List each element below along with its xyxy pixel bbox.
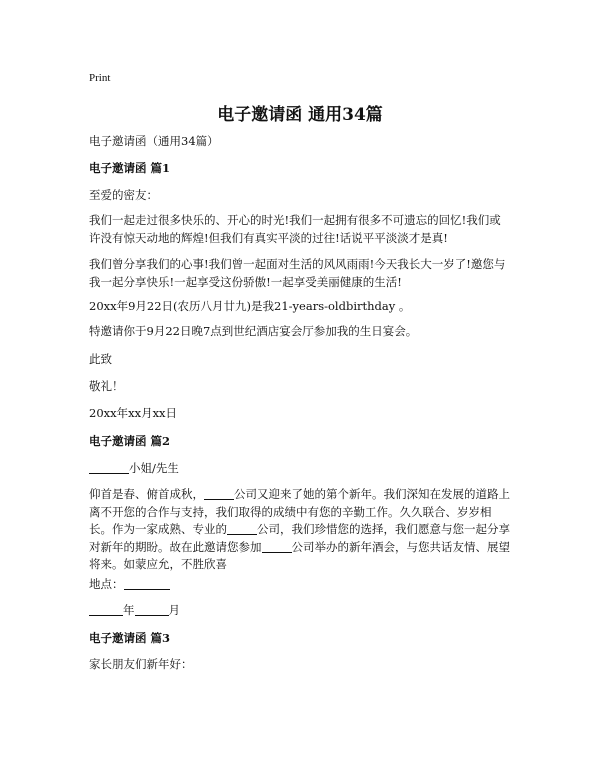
- month-char: 月: [168, 603, 180, 617]
- paragraph-2-1-part-d: 公司举办的新年酒会，与您共话友情、展望将来。如蒙应允，不胜欣喜: [89, 539, 510, 571]
- paragraph-1-2: 我们曾分享我们的心事!我们曾一起面对生活的风风雨雨!今天我长大一岁了!邀您与我一起分享快乐!一起享受这份骄傲!一起享受美丽健康的生活!: [89, 257, 506, 289]
- date-line: 20xx年xx月xx日: [89, 406, 178, 420]
- print-label[interactable]: Print: [89, 72, 111, 84]
- section-heading-3: 电子邀请函 篇3: [89, 631, 171, 645]
- closing-1: 此致: [89, 352, 112, 366]
- year-blank: [89, 603, 123, 616]
- greeting-3: 家长朋友们新年好：: [89, 657, 193, 671]
- page-title: 电子邀请函 通用34篇: [217, 105, 383, 125]
- paragraph-2-1-part-c: 公司，我们珍惜您的选择，我们愿意与您一起分享对新年的期盼。故在此邀请您参加: [89, 522, 510, 554]
- salutation-text: 小姐/先生: [129, 461, 179, 475]
- name-blank: [89, 461, 129, 474]
- paragraph-1-3: 20xx年9月22日(农历八月廿九)是我21-years-oldbirthday 。: [89, 299, 411, 313]
- company-blank-2: [227, 522, 257, 535]
- subtitle: 电子邀请函（通用34篇）: [89, 134, 219, 148]
- paragraph-2-1-part-b: 公司又迎来了她的第个新年。我们深知在发展的道路上离不开您的合作与支持，我们取得的成绩中有您的辛勤工作。久久联合、岁岁相长。作为一家成熟、专业的: [89, 487, 510, 536]
- paragraph-2-1-part-a: 仰首是春、俯首成秋，: [89, 487, 204, 501]
- date-blank-line: [89, 602, 512, 620]
- company-blank-3: [262, 540, 292, 553]
- greeting-1: 至爱的密友：: [89, 188, 158, 202]
- location-line: [89, 576, 512, 594]
- section-heading-2: 电子邀请函 篇2: [89, 434, 171, 448]
- paragraph-2-1: [89, 486, 512, 574]
- month-blank: [135, 603, 169, 616]
- location-blank: [124, 577, 170, 590]
- paragraph-1-4: 特邀请你于9月22日晚7点到世纪酒店宴会厅参加我的生日宴会。: [89, 324, 418, 338]
- closing-2: 敬礼！: [89, 379, 124, 393]
- salutation-line: [89, 460, 512, 478]
- year-char: 年: [123, 603, 135, 617]
- location-label: 地点：: [89, 577, 124, 591]
- company-blank-1: [204, 487, 234, 500]
- paragraph-1-1: 我们一起走过很多快乐的、开心的时光!我们一起拥有很多不可遗忘的回忆!我们或许没有惊天动地的辉煌!但我们有真实平淡的过往!话说平平淡淡才是真!: [89, 213, 501, 245]
- section-heading-1: 电子邀请函 篇1: [89, 161, 171, 175]
